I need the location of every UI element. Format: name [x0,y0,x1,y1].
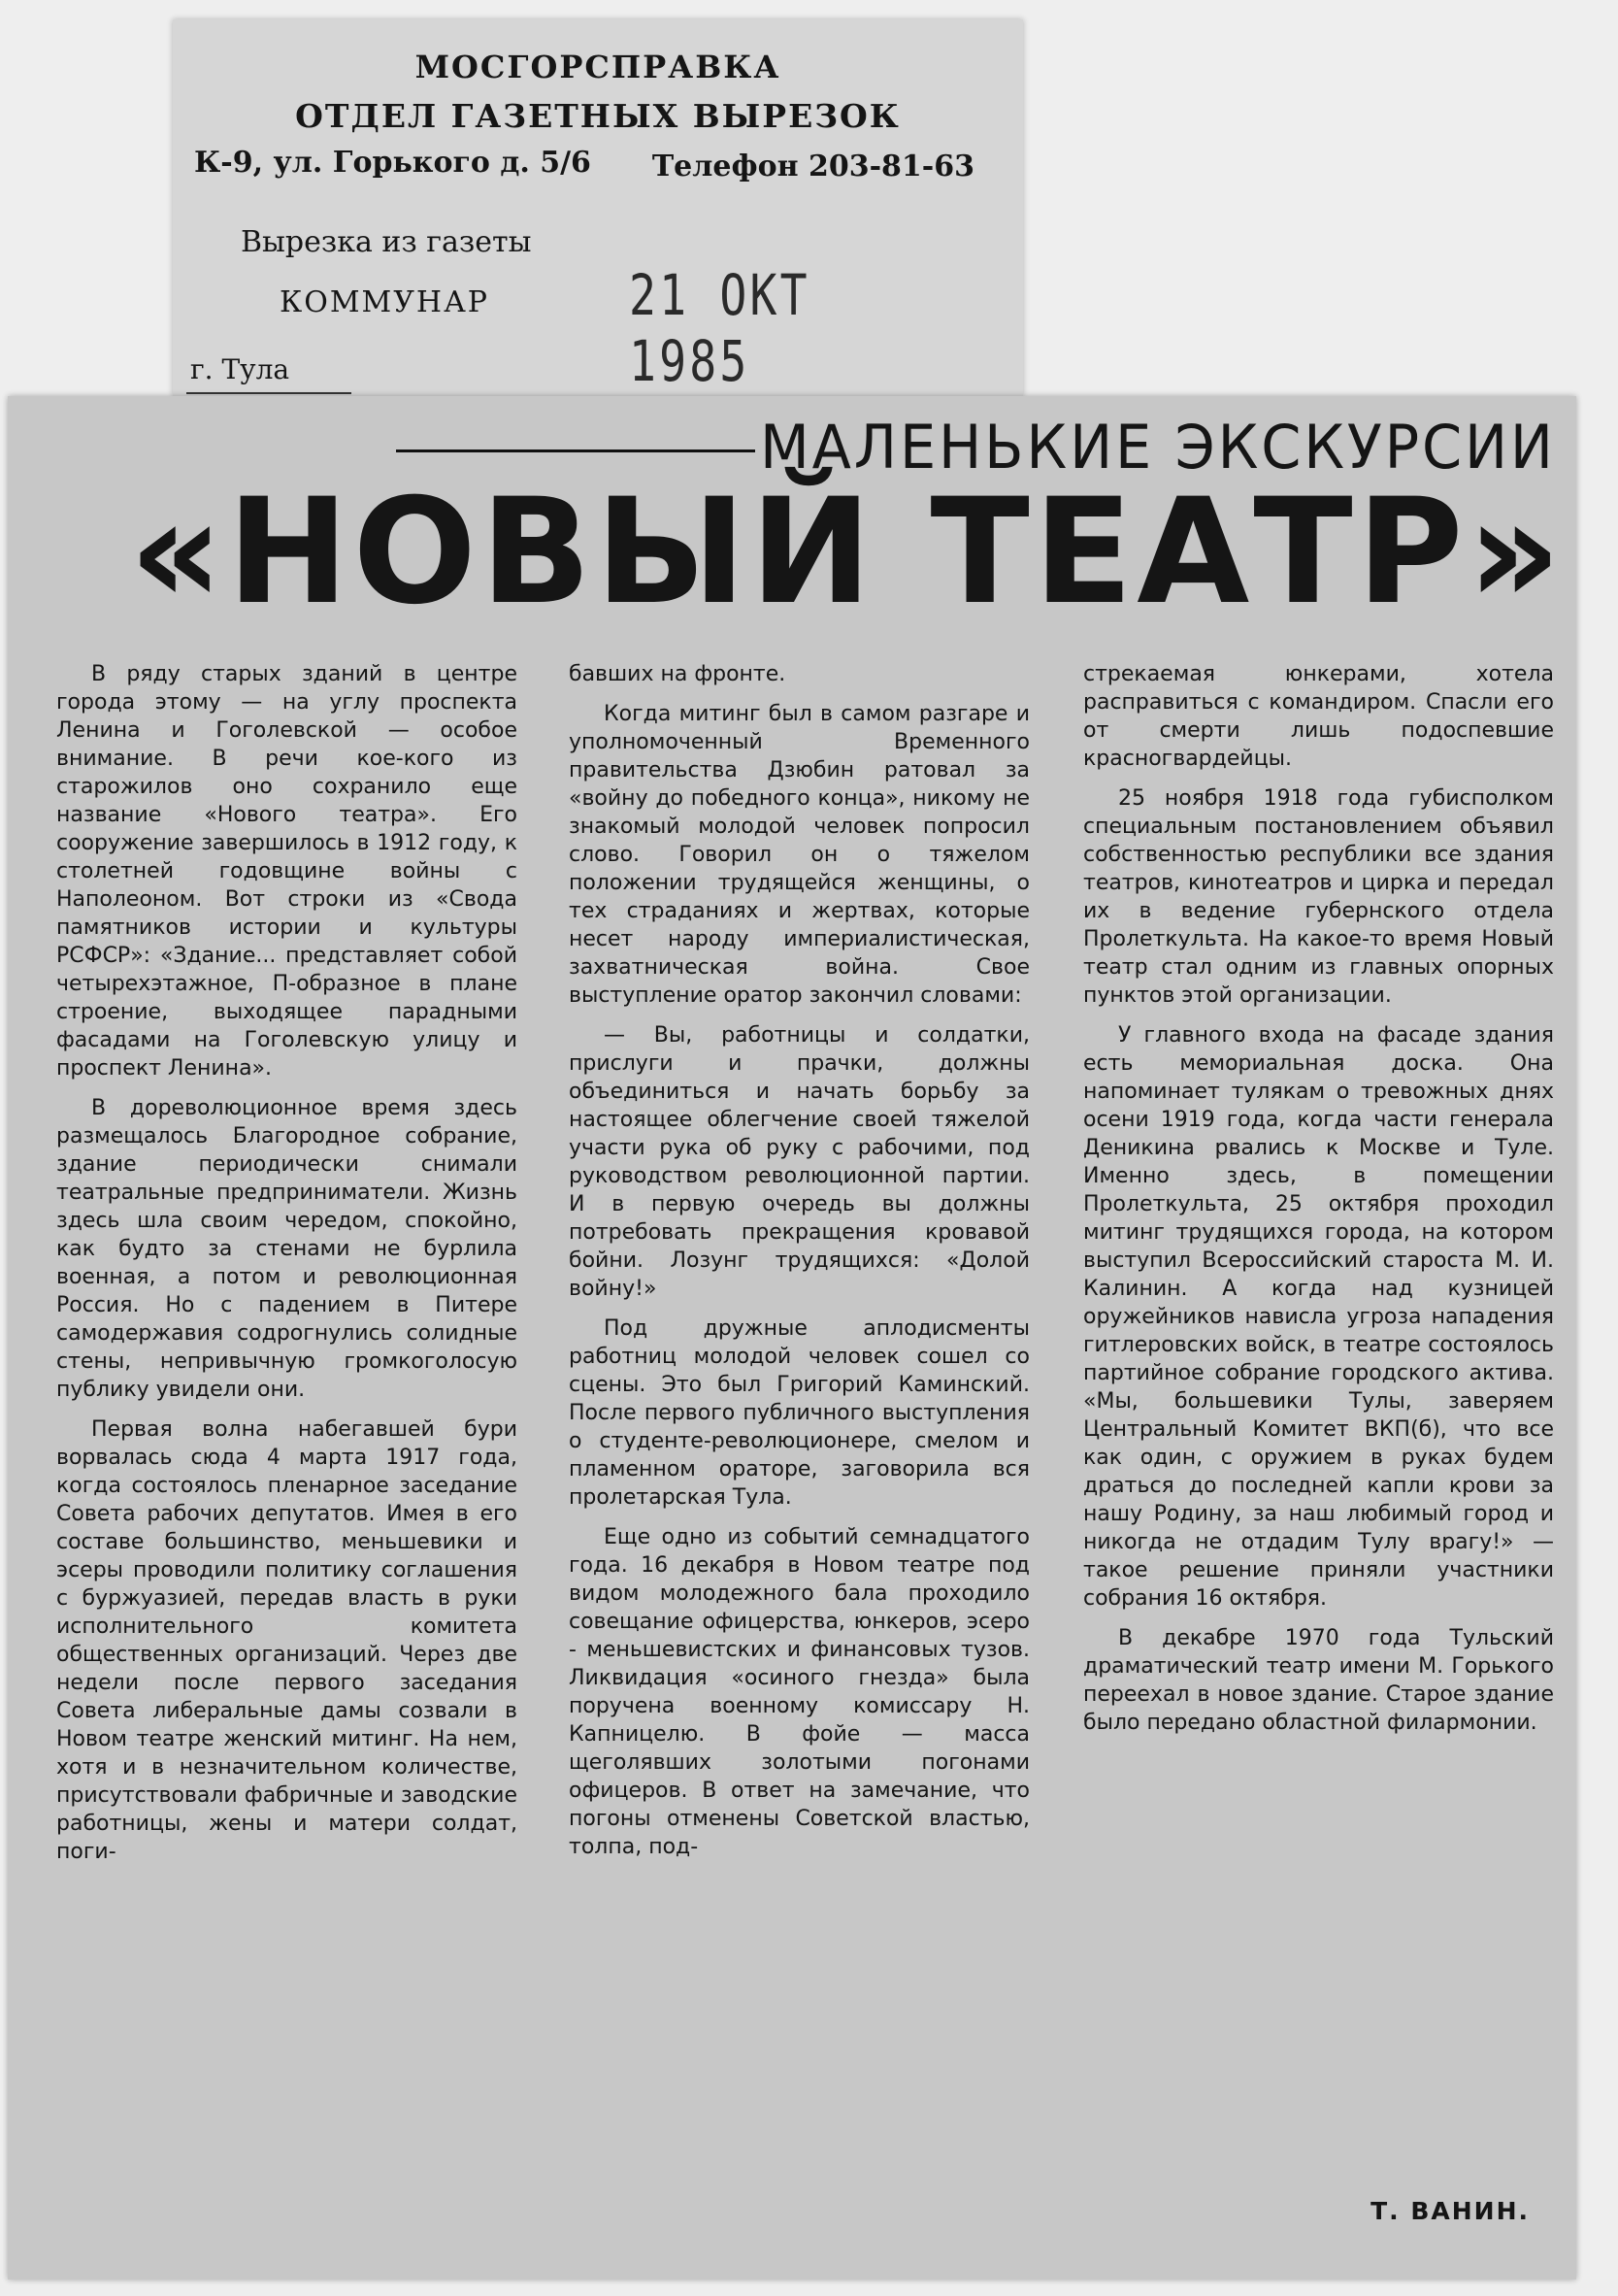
newspaper-clipping [8,396,1576,2279]
stamp-department: ОТДЕЛ ГАЗЕТНЫХ ВЫРЕЗОК [295,97,901,135]
article-column-2 [569,660,1030,1873]
paragraph: — Вы, работницы и солдатки, прислуги и прачки, должны объединиться и начать борьбу за настоящее облегчение своей тяжелой участи рука об руку с рабочими, под руководством революционной партии. И в первую очередь вы должны потребовать прекращения кровавой бойни. Лозунг трудящихся: «Долой войну!» [569,1023,1030,1301]
stamp-date: 21 ОКТ 1985 [629,262,810,394]
rubric-title: МАЛЕНЬКИЕ ЭКСКУРСИИ [760,412,1556,482]
paragraph: В дореволюционное время здесь размещалось Благородное собрание, здание периодически снимали театральные предприниматели. Жизнь здесь шла своим чередом, спокойно, как будто за стенами не бурлила военная, а потом и революционная Россия. Но с падением в Питере самодержавия содрогнулись солидные стены, непривычную громкоголосую публику увидели они. [56,1096,517,1402]
paragraph: Еще одно из событий семнадцатого года. 16 декабря в Новом театре под видом молодежного бала проходило совещание офицерства, юнкеров, эсеро - меньшевистских и финансовых тузов. Ликвидация «осиного гнезда» была поручена военному комиссару Н. Капницелю. В фойе — масса щеголявших золотыми погонами офицеров. В ответ на замечание, что погоны отменены Советской властью, толпа, под- [569,1525,1030,1859]
paragraph: Когда митинг был в самом разгаре и уполномоченный Временного правительства Дзюбин ратовал за «войну до победного конца», никому не знакомый молодой человек попросил слово. Говорил он о тяжелом положении трудящейся женщины, о тех страданиях и жертвах, которые несет народу империалистическая, захватническая война. Свое выступление оратор закончил словами: [569,702,1030,1008]
paragraph: 25 ноября 1918 года губисполком специальным постановлением объявил собственностью республики все здания театров, кинотеатров и цирка и передал их в ведение губернского отдела Пролеткульта. На какое-то время Новый театр стал одним из главных опорных пунктов этой организации. [1083,786,1554,1008]
article-column-1 [56,660,517,1878]
stamp-address: К-9, ул. Горького д. 5/6 [194,146,591,180]
paragraph: В декабре 1970 года Тульский драматический театр имени М. Горького переехал в новое здание. Старое здание было передано областной филармонии. [1083,1626,1554,1735]
stamp-newspaper: КОММУНАР [280,285,489,319]
paragraph: В ряду старых зданий в центре города этому — на углу проспекта Ленина и Гоголевской — особое внимание. В речи кое-кого из старожилов оно сохранило еще название «Нового театра». Его сооружение завершилось в 1912 году, к столетней годовщине войны с Наполеоном. Вот строки из «Свода памятников истории и культуры РСФСР»: «Здание... представляет собой четырехэтажное, П-образное в плане строение, выходящее парадными фасадами на Гоголевскую улицу и проспект Ленина». [56,662,517,1081]
paragraph: Под дружные аплодисменты работниц молодой человек сошел со сцены. Это был Григорий Каминский. После первого публичного выступления о студенте-революционере, смелом и пламенном ораторе, заговорила вся пролетарская Тула. [569,1316,1030,1510]
stamp-underline [186,392,351,394]
article-column-3 [1083,660,1554,1748]
stamp-phone: Телефон 203-81-63 [651,150,974,183]
stamp-cut-from: Вырезка из газеты [241,225,532,259]
stamp-org: МОСГОРСПРАВКА [414,49,781,85]
article-headline: «НОВЫЙ ТЕАТР» [129,468,1566,637]
stamp-city: г. Тула [190,353,290,385]
author-signature: Т. ВАНИН. [1370,2197,1530,2225]
paragraph: стрекаемая юнкерами, хотела расправиться с командиром. Спасли его от смерти лишь подоспевшие красногвардейцы. [1083,662,1554,771]
paragraph: Первая волна набегавшей бури ворвалась сюда 4 марта 1917 года, когда состоялось пленарное заседание Совета рабочих депутатов. Имея в его составе большинство, меньшевики и эсеры проводили политику соглашения с буржуазией, передав власть в руки исполнительного комитета общественных организаций. Через две недели после первого заседания Совета либеральные дамы созвали в Новом театре женский митинг. На нем, хотя и в незначительном количестве, присутствовали фабричные и заводские работницы, жены и матери солдат, поги- [56,1417,517,1864]
paragraph: У главного входа на фасаде здания есть мемориальная доска. Она напоминает тулякам о тревожных днях осени 1919 года, когда части генерала Деникина рвались к Москве и Туле. Именно здесь, в помещении Пролеткульта, 25 октября проходил митинг трудящихся города, на котором выступил Всероссийский староста М. И. Калинин. А когда над кузницей оружейников нависла угроза нападения гитлеровских войск, в театре состоялось партийное собрание городского актива. «Мы, большевики Тулы, заверяем Центральный Комитет ВКП(б), что все как один, с оружием в руках будем драться до последней капли крови за нашу Родину, за наш любимый город и никогда не отдадим Тулу врагу!» — такое решение приняли участники собрания 16 октября. [1083,1023,1554,1611]
paragraph: бавших на фронте. [569,662,786,686]
clipping-service-stamp [173,19,1023,396]
rubric-rule [396,449,755,452]
